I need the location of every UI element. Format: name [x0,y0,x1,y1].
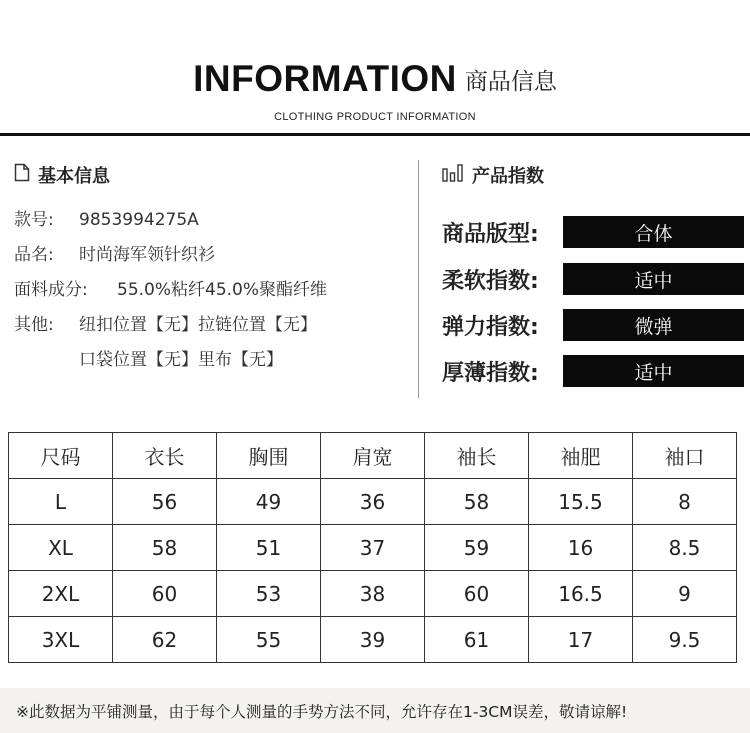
header-cell: 袖肥 [529,433,633,479]
info-row-other-continued: 口袋位置【无】里布【无】 [79,350,283,370]
index-row-fit [442,216,673,248]
header-cell: 肩宽 [321,433,425,479]
info-label: 款号: [14,210,54,230]
product-index-title [442,162,544,188]
table-cell: 55 [217,617,321,663]
header-rule [0,133,750,136]
index-value: 微弹 [563,309,744,341]
table-cell: XL [9,525,113,571]
header-cell: 胸围 [217,433,321,479]
table-cell: 17 [529,617,633,663]
vertical-divider [418,160,419,398]
info-value: 纽扣位置【无】拉链位置【无】 [79,315,317,335]
subtitle: CLOTHING PRODUCT INFORMATION [274,111,476,123]
index-label: 商品版型: [442,221,539,247]
table-row [9,525,737,571]
table-cell: 58 [425,479,529,525]
info-row-style-no [14,205,199,230]
table-row [9,617,737,663]
header-cell: 袖口 [633,433,737,479]
table-cell: 53 [217,571,321,617]
bar-chart-icon [442,164,472,187]
index-label: 弹力指数: [442,314,539,340]
table-cell: 16 [529,525,633,571]
table-cell: 37 [321,525,425,571]
index-row-softness [442,263,673,295]
table-cell: 58 [113,525,217,571]
info-label: 面料成分: [14,280,88,300]
size-table [8,432,737,663]
table-cell: 15.5 [529,479,633,525]
index-value: 适中 [563,355,744,387]
table-cell: 8 [633,479,737,525]
info-value: 55.0%粘纤45.0%聚酯纤维 [117,280,328,300]
info-row-other [14,310,317,335]
title-row [0,58,750,100]
table-cell: 36 [321,479,425,525]
footer-note-bar [0,688,750,733]
table-row [9,571,737,617]
table-cell: 59 [425,525,529,571]
table-cell: 16.5 [529,571,633,617]
index-value: 适中 [563,263,744,295]
title-chinese: 商品信息 [464,69,557,95]
header-cell: 尺码 [9,433,113,479]
table-header-row [9,433,737,479]
index-value: 合体 [563,216,744,248]
index-row-elasticity [442,309,673,341]
index-row-thickness [442,355,673,387]
table-cell: 61 [425,617,529,663]
table-cell: 39 [321,617,425,663]
table-cell: 51 [217,525,321,571]
table-cell: 9 [633,571,737,617]
index-label: 柔软指数: [442,268,539,294]
table-row [9,479,737,525]
header-cell: 衣长 [113,433,217,479]
table-cell: 9.5 [633,617,737,663]
title-english: INFORMATION [193,58,457,99]
product-index-label: 产品指数 [472,166,544,187]
table-cell: 38 [321,571,425,617]
info-row-fabric [14,275,327,300]
footer-note: ※此数据为平铺测量，由于每个人测量的手势方法不同，允许存在1-3CM误差，敬请谅解! [16,702,628,721]
index-label: 厚薄指数: [442,360,539,386]
table-cell: 2XL [9,571,113,617]
table-cell: L [9,479,113,525]
table-cell: 60 [425,571,529,617]
info-value: 时尚海军领针织衫 [79,245,215,265]
info-row-name [14,240,215,265]
info-label: 其他: [14,315,54,335]
table-cell: 56 [113,479,217,525]
page-header [0,58,750,123]
table-cell: 62 [113,617,217,663]
info-label: 品名: [14,245,54,265]
table-cell: 8.5 [633,525,737,571]
table-cell: 3XL [9,617,113,663]
basic-info-label: 基本信息 [38,166,110,187]
info-value: 9853994275A [79,210,199,230]
basic-info-title [14,162,110,188]
table-cell: 49 [217,479,321,525]
document-icon [14,163,38,187]
table-cell: 60 [113,571,217,617]
header-cell: 袖长 [425,433,529,479]
